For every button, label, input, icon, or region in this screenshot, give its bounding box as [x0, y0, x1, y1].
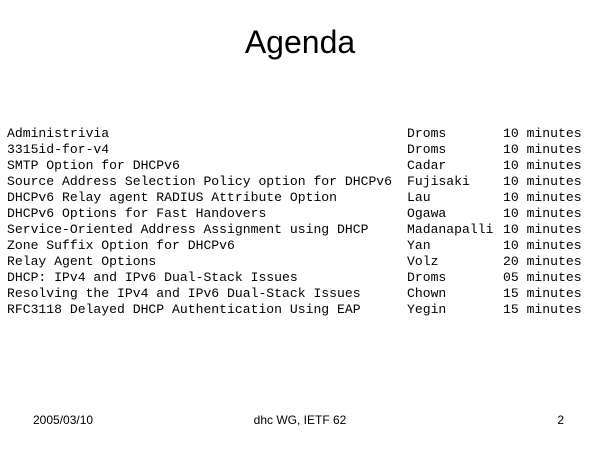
agenda-topic: Zone Suffix Option for DHCPv6: [7, 238, 235, 253]
agenda-speaker: Droms: [407, 142, 447, 157]
agenda-topic: DHCPv6 Options for Fast Handovers: [7, 206, 267, 221]
agenda-row: [7, 126, 583, 142]
agenda-row: [7, 190, 583, 206]
agenda-topic: DHCP: IPv4 and IPv6 Dual-Stack Issues: [7, 270, 298, 285]
agenda-topic: Relay Agent Options: [7, 254, 157, 269]
agenda-time: 10 minutes: [503, 190, 582, 205]
agenda-speaker: Cadar: [407, 158, 447, 173]
agenda-time: 10 minutes: [503, 126, 582, 141]
agenda-time: 10 minutes: [503, 238, 582, 253]
agenda-time: 10 minutes: [503, 158, 582, 173]
agenda-time: 10 minutes: [503, 142, 582, 157]
agenda-topic: SMTP Option for DHCPv6: [7, 158, 180, 173]
agenda-time: 15 minutes: [503, 286, 582, 301]
footer-event: dhc WG, IETF 62: [253, 413, 347, 427]
agenda-topic: 3315id-for-v4: [7, 142, 110, 157]
agenda-speaker: Chown: [407, 286, 447, 301]
agenda-time: 05 minutes: [503, 270, 582, 285]
agenda-table: [7, 126, 583, 318]
agenda-time: 10 minutes: [503, 174, 582, 189]
agenda-row: [7, 174, 583, 190]
agenda-speaker: Ogawa: [407, 206, 447, 221]
agenda-row: [7, 222, 583, 238]
agenda-time: 10 minutes: [503, 206, 582, 221]
agenda-speaker: Droms: [407, 270, 447, 285]
agenda-speaker: Volz: [407, 254, 439, 269]
agenda-time: 15 minutes: [503, 302, 582, 317]
agenda-row: [7, 286, 583, 302]
footer-page-number: 2: [557, 413, 564, 427]
agenda-row: [7, 206, 583, 222]
agenda-topic: Service-Oriented Address Assignment using DHCP: [7, 222, 369, 237]
agenda-row: [7, 142, 583, 158]
agenda-topic: DHCPv6 Relay agent RADIUS Attribute Option: [7, 190, 338, 205]
agenda-time: 10 minutes: [503, 222, 582, 237]
agenda-body: [7, 126, 583, 318]
slide-title: Agenda: [244, 24, 356, 60]
agenda-speaker: Lau: [407, 190, 431, 205]
agenda-speaker: Yegin: [407, 302, 447, 317]
agenda-row: [7, 158, 583, 174]
agenda-speaker: Madanapalli: [407, 222, 494, 237]
agenda-row: [7, 238, 583, 254]
agenda-speaker: Droms: [407, 126, 447, 141]
agenda-speaker: Fujisaki: [407, 174, 470, 189]
agenda-row: [7, 302, 583, 318]
agenda-topic: Source Address Selection Policy option for DHCPv6: [7, 174, 393, 189]
agenda-topic: Administrivia: [7, 126, 110, 141]
agenda-row: [7, 254, 583, 270]
agenda-speaker: Yan: [407, 238, 431, 253]
agenda-topic: RFC3118 Delayed DHCP Authentication Using EAP: [7, 302, 361, 317]
agenda-row: [7, 270, 583, 286]
agenda-time: 20 minutes: [503, 254, 582, 269]
footer-date: 2005/03/10: [33, 413, 94, 427]
agenda-topic: Resolving the IPv4 and IPv6 Dual-Stack Issues: [7, 286, 361, 301]
